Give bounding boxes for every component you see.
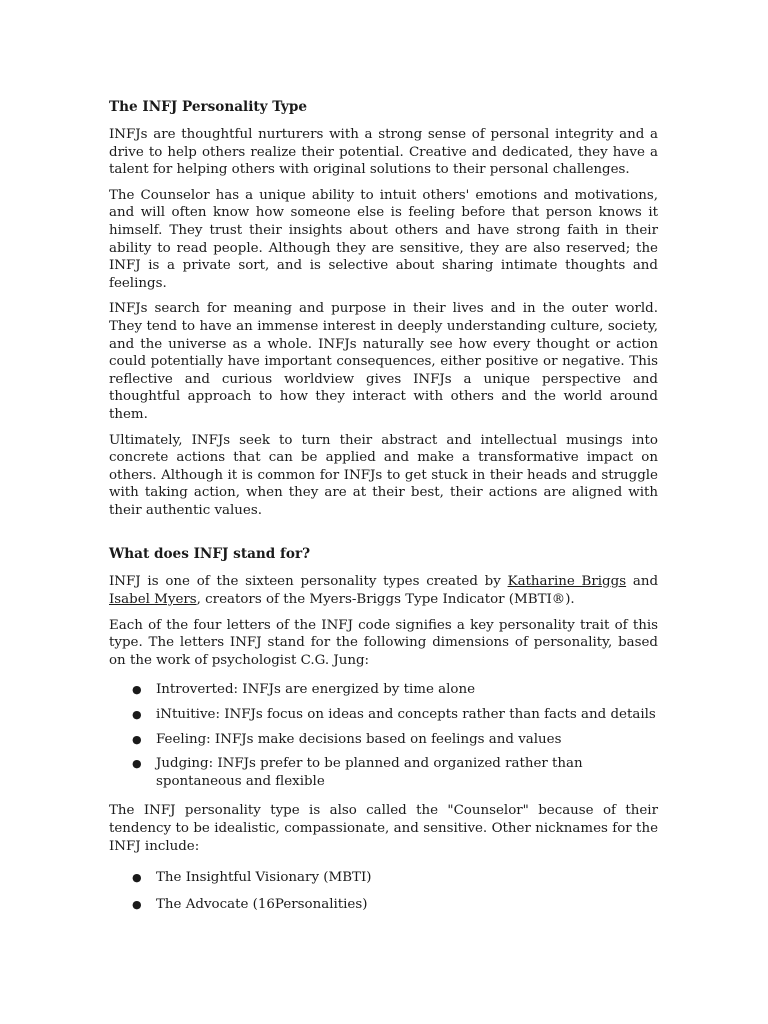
paragraph: INFJs search for meaning and purpose in their lives and in the outer world. They tend to have an immense interest in deeply understanding culture, society, and the universe as a whole. INFJs naturally see how every thought or action could potentially have important consequences, either positive or negative. This reflective and curious worldview gives INFJs a unique perspective and thoughtful approach to how they interact with others and the world around them. (109, 301, 658, 422)
bullet-icon: ● (132, 683, 142, 697)
section-heading-infj-personality-type: The INFJ Personality Type (109, 99, 307, 115)
section-heading-what-does-infj-stand-for: What does INFJ stand for? (109, 546, 311, 563)
katharine-briggs-link[interactable]: Katharine Briggs (507, 574, 627, 590)
intro-text: INFJ is one of the sixteen personality types created by (109, 574, 508, 590)
bullet-icon: ● (132, 708, 142, 722)
list-item-text: The Advocate (16Personalities) (156, 896, 368, 912)
paragraph: The INFJ personality type is also called the "Counselor" because of their tendency to be idealistic, compassionate, and sensitive. Other nicknames for the INFJ include: (109, 803, 658, 854)
bullet-icon: ● (132, 757, 142, 771)
list-item-text: Feeling: INFJs make decisions based on feelings and values (156, 731, 562, 747)
list-item-text: The Insightful Visionary (MBTI) (156, 870, 372, 886)
isabel-myers-link[interactable]: Isabel Myers (109, 592, 197, 608)
list-item-text: Judging: INFJs prefer to be planned and organized rather than spontaneous and flexible (156, 756, 583, 789)
list-item-text: iNtuitive: INFJs focus on ideas and concepts rather than facts and details (156, 707, 656, 723)
list-item (109, 755, 658, 790)
paragraph: INFJs are thoughtful nurturers with a strong sense of personal integrity and a drive to help others realize their potential. Creative and dedicated, they have a talent for helping others with original solutions to their personal challenges. (109, 127, 658, 178)
paragraph: Each of the four letters of the INFJ code signifies a key personality trait of this type. The letters INFJ stand for the following dimensions of personality, based on the work of psychologist C.G. Jung: (109, 617, 658, 668)
dimensions-list (109, 681, 658, 790)
list-item-text: Introverted: INFJs are energized by time alone (156, 682, 476, 698)
document-page (109, 98, 658, 925)
bullet-icon: ● (132, 732, 142, 746)
list-item (109, 869, 658, 887)
nicknames-list (109, 869, 658, 913)
list-item (109, 706, 658, 724)
list-item (109, 896, 658, 914)
bullet-icon: ● (132, 871, 142, 885)
intro-text: and (626, 574, 659, 590)
intro-paragraph (109, 573, 658, 608)
intro-text: , creators of the Myers-Briggs Type Indicator (MBTI®). (196, 592, 575, 608)
bullet-icon: ● (132, 897, 142, 911)
list-item (109, 681, 658, 699)
paragraph: Ultimately, INFJs seek to turn their abstract and intellectual musings into concrete actions that can be applied and make a transformative impact on others. Although it is common for INFJs to get stuck in their heads and struggle with taking action, when they are at their best, their actions are aligned with their authentic values. (109, 432, 658, 518)
list-item (109, 731, 658, 749)
paragraph: The Counselor has a unique ability to intuit others' emotions and motivations, and will often know how someone else is feeling before that person knows it himself. They trust their insights about others and have strong faith in their ability to read people. Although they are sensitive, they are also reserved; the INFJ is a private sort, and is selective about sharing intimate thoughts and feelings. (109, 187, 658, 291)
